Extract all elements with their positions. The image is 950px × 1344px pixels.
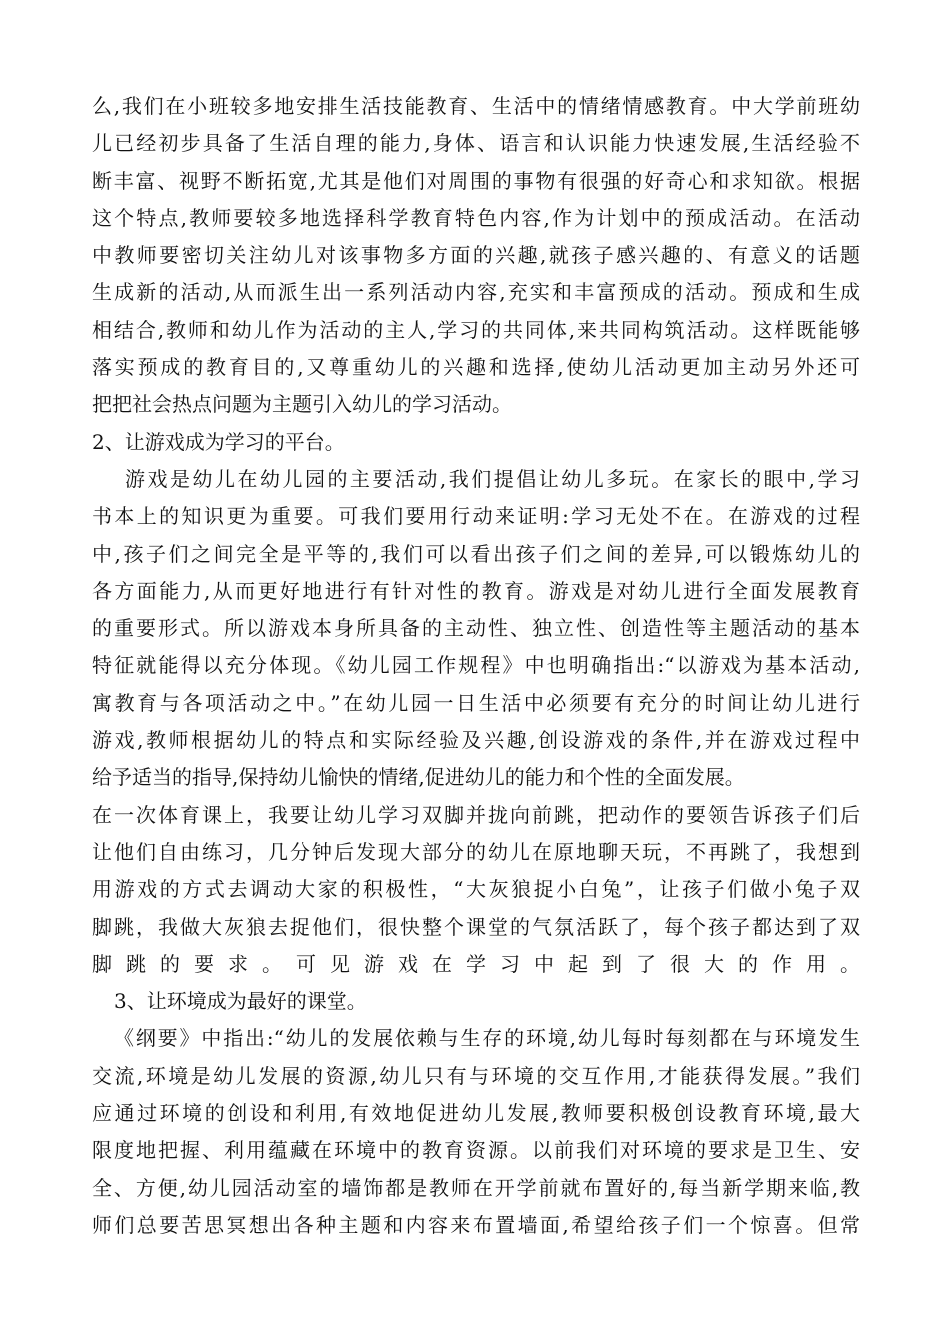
paragraph-1 <box>92 88 860 424</box>
paragraph-3 <box>92 797 860 983</box>
text-line: 脚跳的要求。可见游戏在学习中起到了很大的作用。 <box>92 951 860 976</box>
text-line: 么,我们在小班较多地安排生活技能教育、生活中的情绪情感教育。中大学前班幼 <box>92 94 860 118</box>
text-line: 儿已经初步具备了生活自理的能力,身体、语言和认识能力快速发展,生活经验不 <box>92 131 860 156</box>
text-line: 师们总要苦思冥想出各种主题和内容来布置墙面,希望给孩子们一个惊喜。但常 <box>92 1212 860 1237</box>
text-line: 相结合,教师和幼儿作为活动的主人,学习的共同体,来共同构筑活动。这样既能够 <box>92 317 860 342</box>
text-line: 特征就能得以充分体现。《幼儿园工作规程》中也明确指出:“以游戏为基本活动, <box>92 653 860 678</box>
text-line: 交流,环境是幼儿发展的资源,幼儿只有与环境的交互作用,才能获得发展。”我们 <box>92 1063 860 1088</box>
text-line: 让他们自由练习，几分钟后发现大部分的幼儿在原地聊天玩，不再跳了，我想到 <box>92 839 860 864</box>
text-line: 把把社会热点问题为主题引入幼儿的学习活动。 <box>92 392 512 417</box>
text-line: 游戏是幼儿在幼儿园的主要活动,我们提倡让幼儿多玩。在家长的眼中,学习 <box>125 466 860 491</box>
text-line: 《纲要》中指出:“幼儿的发展依赖与生存的环境,幼儿每时每刻都在与环境发生 <box>114 1026 860 1051</box>
text-line: 的重要形式。所以游戏本身所具备的主动性、独立性、创造性等主题活动的基本 <box>92 616 860 641</box>
text-line: 各方面能力,从而更好地进行有针对性的教育。游戏是对幼儿进行全面发展教育 <box>92 578 860 603</box>
text-line: 中,孩子们之间完全是平等的,我们可以看出孩子们之间的差异,可以锻炼幼儿的 <box>92 541 860 566</box>
text-line: 寓教育与各项活动之中。”在幼儿园一日生活中必须要有充分的时间让幼儿进行 <box>92 690 860 715</box>
text-line: 这个特点,教师要较多地选择科学教育特色内容,作为计划中的预成活动。在活动 <box>92 205 860 230</box>
text-line: 落实预成的教育目的,又尊重幼儿的兴趣和选择,使幼儿活动更加主动另外还可 <box>92 355 860 380</box>
text-line: 游戏,教师根据幼儿的特点和实际经验及兴趣,创设游戏的条件,并在游戏过程中 <box>92 728 860 753</box>
text-line: 中教师要密切关注幼儿对该事物多方面的兴趣,就孩子感兴趣的、有意义的话题 <box>92 243 860 268</box>
text-line: 给予适当的指导,保持幼儿愉快的情绪,促进幼儿的能力和个性的全面发展。 <box>92 765 745 790</box>
text-line: 限度地把握、利用蕴藏在环境中的教育资源。以前我们对环境的要求是卫生、安 <box>92 1138 860 1163</box>
text-line: 在一次体育课上，我要让幼儿学习双脚并拢向前跳，把动作的要领告诉孩子们后 <box>92 802 860 827</box>
text-line: 生成新的活动,从而派生出一系列活动内容,充实和丰富预成的活动。预成和生成 <box>92 280 860 305</box>
paragraph-4 <box>92 1020 860 1244</box>
text-line: 用游戏的方式去调动大家的积极性，“大灰狼捉小白兔”，让孩子们做小兔子双 <box>92 877 860 902</box>
paragraph-2 <box>92 461 860 797</box>
document-page <box>92 88 860 1244</box>
text-line: 书本上的知识更为重要。可我们要用行动来证明:学习无处不在。在游戏的过程 <box>92 504 860 529</box>
section-heading-3: 3、让环境成为最好的课堂。 <box>114 989 367 1014</box>
text-line: 全、方便,幼儿园活动室的墙饰都是教师在开学前就布置好的,每当新学期来临,教 <box>92 1175 860 1200</box>
text-line: 脚跳，我做大灰狼去捉他们，很快整个课堂的气氛活跃了，每个孩子都达到了双 <box>92 914 860 939</box>
text-line: 应通过环境的创设和利用,有效地促进幼儿发展,教师要积极创设教育环境,最大 <box>92 1101 860 1126</box>
section-heading-2: 2、让游戏成为学习的平台。 <box>92 429 345 454</box>
text-line: 断丰富、视野不断拓宽,尤其是他们对周围的事物有很强的好奇心和求知欲。根据 <box>92 168 860 193</box>
